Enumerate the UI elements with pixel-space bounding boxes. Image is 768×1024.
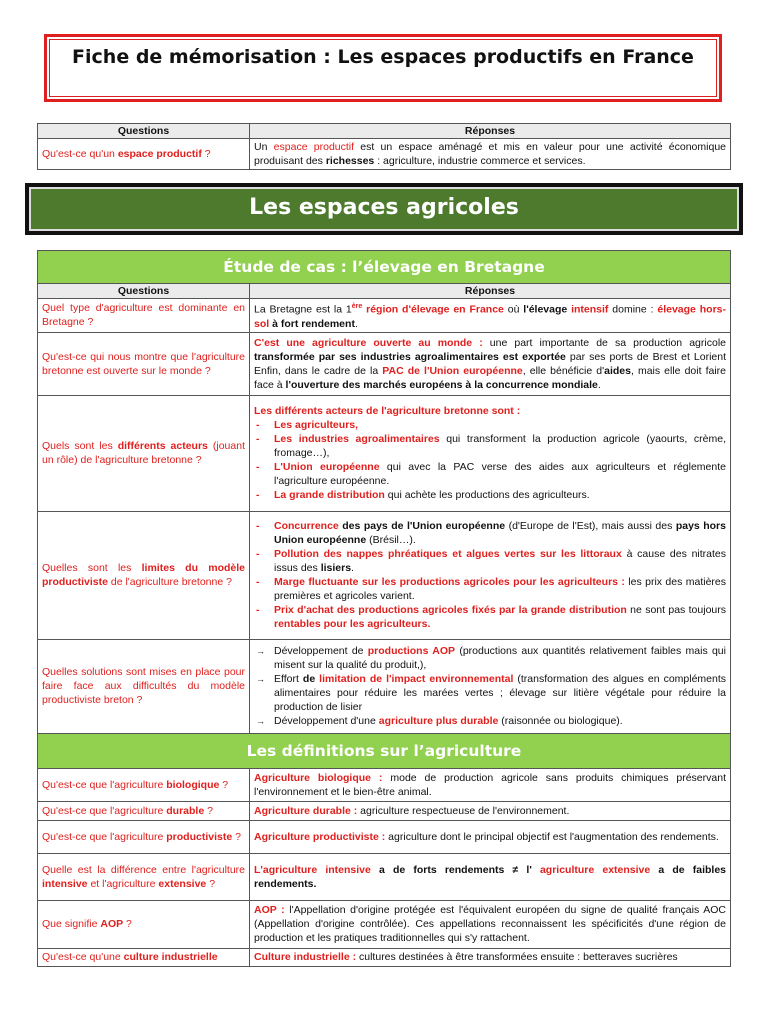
list-item: - Pollution des nappes phréatiques et algues vertes sur les littoraux à cause des nitrates issus des lisiers.	[254, 547, 726, 575]
table-row	[38, 299, 731, 333]
actors-list	[254, 418, 726, 502]
list-item: - Concurrence des pays de l'Union européenne (d'Europe de l'Est), mais aussi des pays hors Union européenne (Brésil…).	[254, 519, 726, 547]
list-item: → Développement d'une agriculture plus durable (raisonnée ou biologique).	[254, 714, 726, 728]
answer-cell: Un espace productif est un espace aménagé et mis en valeur pour une activité économique produisant des richesses : agriculture, industrie commerce et services.	[250, 139, 731, 170]
question-cell: Quels sont les différents acteurs (jouant un rôle) de l'agriculture bretonne ?	[38, 395, 250, 511]
answer-cell: La Bretagne est la 1ère région d'élevage en France où l'élevage intensif domine : élevage hors-sol à fort rendement.	[250, 299, 731, 333]
list-item: - La grande distribution qui achète les productions des agriculteurs.	[254, 488, 726, 502]
list-item: → Effort de limitation de l'impact environnemental (transformation des algues en compléments alimentaires pour réduire les marées vertes ; élevage sur litière végétale pour réduire la production de lisier	[254, 672, 726, 714]
list-item: - Les industries agroalimentaires qui transforment la production agricole (yaourts, crème, fromage…),	[254, 432, 726, 460]
table-row	[38, 511, 731, 639]
section-banner	[25, 183, 743, 235]
answer-cell	[250, 639, 731, 733]
question-cell: Quel type d'agriculture est dominante en Bretagne ?	[38, 299, 250, 333]
answer-cell: Culture industrielle : cultures destinées à être transformées ensuite : betteraves sucrières	[250, 948, 731, 966]
header-questions: Questions	[38, 284, 250, 299]
table-row	[38, 639, 731, 733]
solutions-list	[254, 644, 726, 728]
list-item: → Développement de productions AOP (productions aux quantités relativement faibles mais qui misent sur la qualité du produit,),	[254, 644, 726, 672]
section-banner-title: Les espaces agricoles	[29, 187, 739, 231]
question-cell: Qu'est-ce qu'un espace productif ?	[38, 139, 250, 170]
list-item: - Marge fluctuante sur les productions agricoles pour les agriculteurs : les prix des matières premières et agricoles varient.	[254, 575, 726, 603]
definitions-title: Les définitions sur l’agriculture	[38, 733, 731, 768]
question-cell: Quelles sont les limites du modèle productiviste de l'agriculture bretonne ?	[38, 511, 250, 639]
table-row	[38, 395, 731, 511]
header-reponses: Réponses	[250, 284, 731, 299]
header-reponses: Réponses	[250, 124, 731, 139]
actors-intro: Les différents acteurs de l'agriculture bretonne sont :	[254, 405, 521, 417]
table-row	[38, 820, 731, 853]
table-row	[38, 948, 731, 966]
table-header	[38, 124, 731, 139]
table-row	[38, 801, 731, 820]
answer-cell: L'agriculture intensive a de forts rendements ≠ l' agriculture extensive a de faibles rendements.	[250, 853, 731, 900]
table-row	[38, 139, 731, 170]
question-cell: Qu'est-ce que l'agriculture biologique ?	[38, 768, 250, 801]
table-row	[38, 900, 731, 948]
list-item: - Les agriculteurs,	[254, 418, 726, 432]
answer-cell: C'est une agriculture ouverte au monde : une part importante de sa production agricole transformée par ses industries agroalimentaires est exportée par ses ports de Brest et Lorient Enfin, dans le cadre de la PAC de l'Union européenne, elle bénéficie d'aides, mais elle doit faire face à l'ouverture des marchés européens à la concurrence mondiale.	[250, 332, 731, 395]
table-row	[38, 332, 731, 395]
header-questions: Questions	[38, 124, 250, 139]
question-cell: Quelles solutions sont mises en place pour faire face aux difficultés du modèle productiviste breton ?	[38, 639, 250, 733]
intro-table	[37, 123, 731, 170]
question-cell: Qu'est-ce qui nous montre que l'agriculture bretonne est ouverte sur le monde ?	[38, 332, 250, 395]
answer-cell: Agriculture productiviste : agriculture dont le principal objectif est l'augmentation des rendements.	[250, 820, 731, 853]
limits-list	[254, 519, 726, 631]
question-cell: Qu'est-ce que l'agriculture durable ?	[38, 801, 250, 820]
table-row	[38, 853, 731, 900]
answer-cell: Agriculture biologique : mode de production agricole sans produits chimiques préservant l'environnement et le bien-être animal.	[250, 768, 731, 801]
answer-cell: Agriculture durable : agriculture respectueuse de l'environnement.	[250, 801, 731, 820]
case-study-title: Étude de cas : l’élevage en Bretagne	[38, 251, 731, 284]
table-header	[38, 284, 731, 299]
answer-cell: AOP : l'Appellation d'origine protégée est l'équivalent européen du signe de qualité français AOC (Appellation d'origine contrôlée). Ces appellations reconnaissent les spécificités d'une région de production et les pratiques traditionnelles qui s'y rattachent.	[250, 900, 731, 948]
table-row	[38, 768, 731, 801]
question-cell: Qu'est-ce qu'une culture industrielle	[38, 948, 250, 966]
question-cell: Que signifie AOP ?	[38, 900, 250, 948]
list-item: - L'Union européenne qui avec la PAC verse des aides aux agriculteurs et réglemente l'agriculture européenne.	[254, 460, 726, 488]
answer-cell	[250, 395, 731, 511]
question-cell: Qu'est-ce que l'agriculture productiviste ?	[38, 820, 250, 853]
answer-cell	[250, 511, 731, 639]
case-study-table	[37, 250, 731, 967]
list-item: - Prix d'achat des productions agricoles fixés par la grande distribution ne sont pas toujours rentables pour les agriculteurs.	[254, 603, 726, 631]
question-cell: Quelle est la différence entre l'agriculture intensive et l'agriculture extensive ?	[38, 853, 250, 900]
page-title: Fiche de mémorisation : Les espaces productifs en France	[44, 34, 722, 102]
